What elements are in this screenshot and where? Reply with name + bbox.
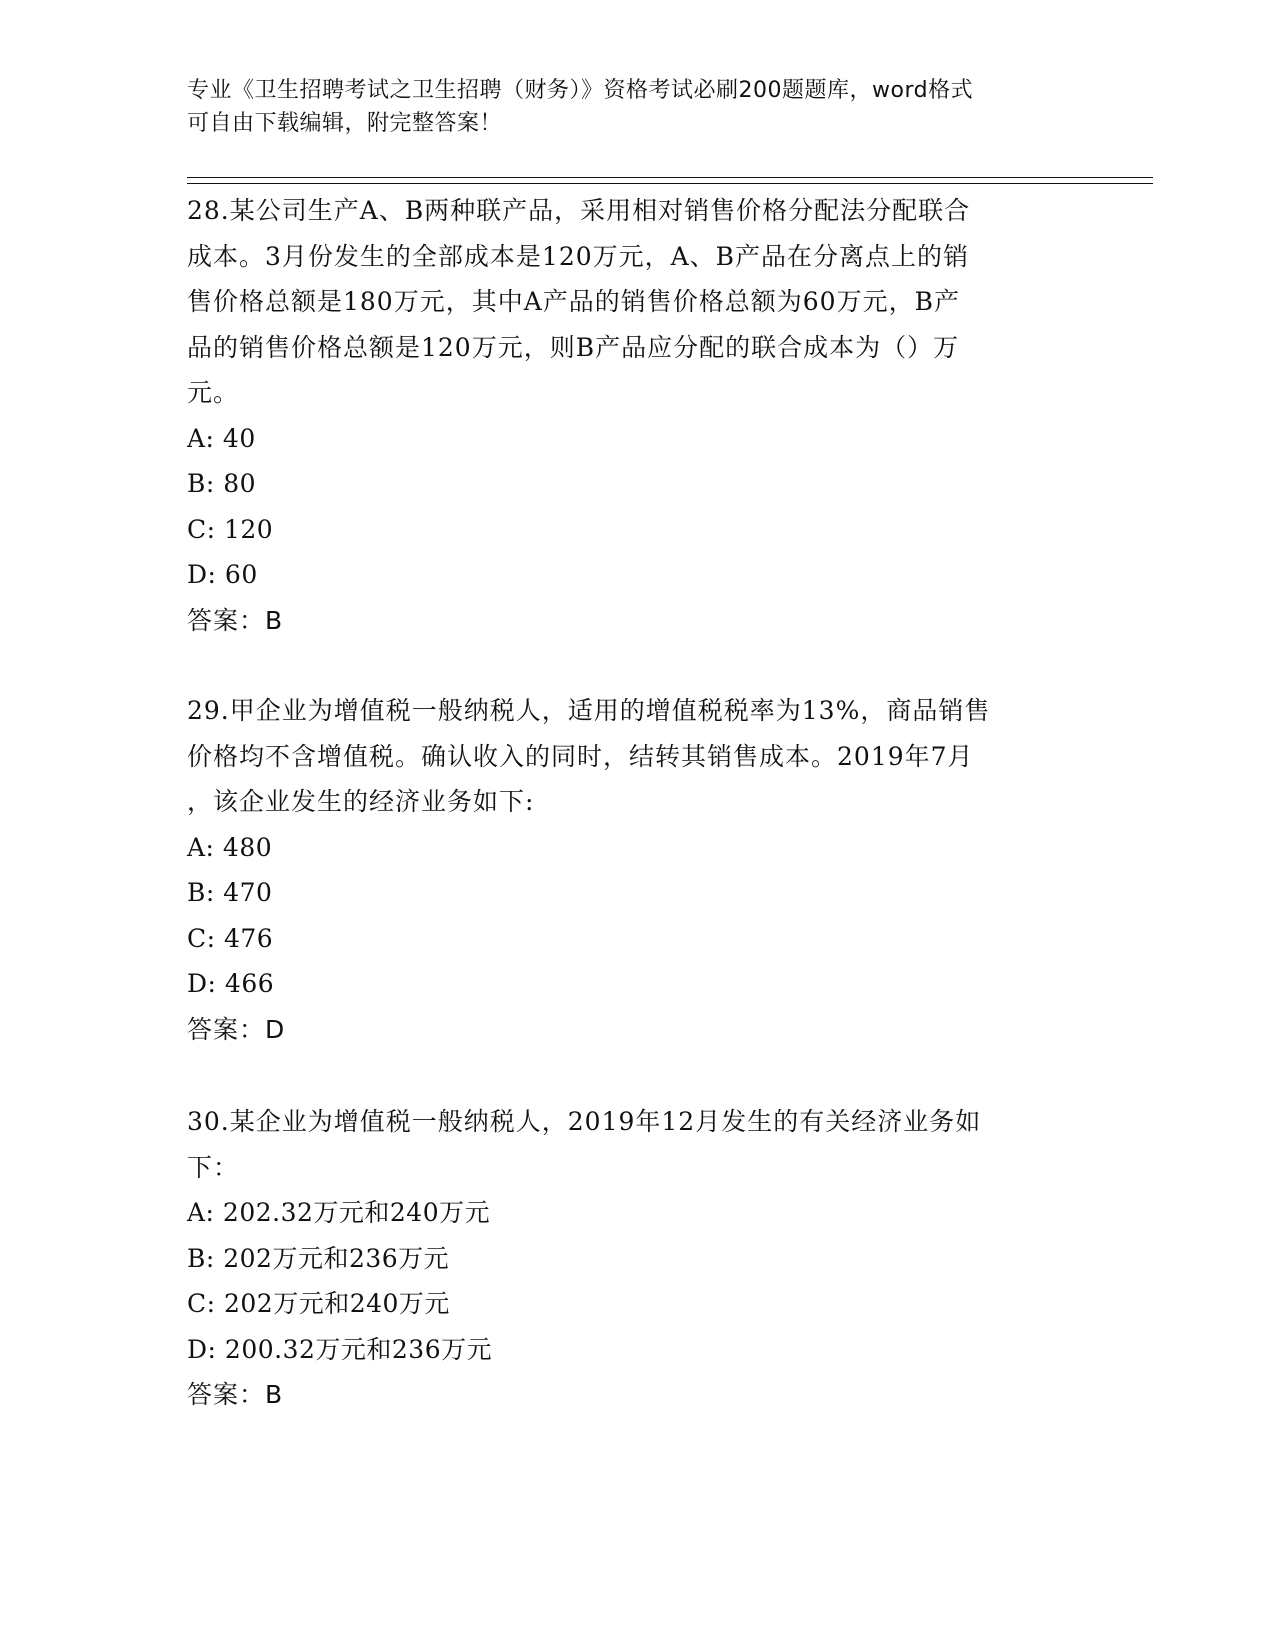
question-stem-line: 成本。3月份发生的全部成本是120万元，A、B产品在分离点上的销: [187, 241, 970, 271]
option-c: C: 476: [187, 923, 274, 953]
question-stem-line: 29.甲企业为增值税一般纳税人，适用的增值税税率为13%，商品销售: [187, 696, 991, 725]
option-a: A: 40: [187, 423, 256, 453]
question-stem-line: 售价格总额是180万元，其中A产品的销售价格总额为60万元，B产: [187, 287, 960, 316]
header-divider-top: [187, 177, 1153, 178]
option-b: B: 80: [187, 469, 257, 498]
question-stem-line: 品的销售价格总额是120万元，则B产品应分配的联合成本为（）万: [187, 332, 960, 362]
question-stem-line: ，该企业发生的经济业务如下:: [187, 787, 535, 816]
option-a: A: 202.32万元和240万元: [187, 1198, 491, 1227]
option-d: D: 200.32万元和236万元: [187, 1334, 493, 1364]
option-b: B: 202万元和236万元: [187, 1243, 450, 1273]
question-30: [187, 1099, 1067, 1418]
question-stem-line: 28.某公司生产A、B两种联产品，采用相对销售价格分配法分配联合: [187, 196, 971, 225]
question-29: [187, 688, 1067, 1052]
option-c: C: 120: [187, 514, 274, 544]
question-stem-line: 30.某企业为增值税一般纳税人，2019年12月发生的有关经济业务如: [187, 1107, 982, 1136]
option-d: D: 466: [187, 969, 275, 998]
header-line-2: 可自由下载编辑，附完整答案！: [187, 111, 503, 136]
question-stem-line: 下：: [187, 1152, 240, 1182]
header-divider-bottom: [187, 183, 1153, 184]
option-d: D: 60: [187, 560, 258, 589]
option-b: B: 470: [187, 878, 273, 907]
answer-line: 答案：B: [187, 1380, 284, 1409]
answer-line: 答案：B: [187, 605, 284, 635]
document-header: [187, 74, 1067, 140]
option-a: A: 480: [187, 832, 273, 862]
question-stem-line: 价格均不含增值税。确认收入的同时，结转其销售成本。2019年7月: [187, 741, 974, 771]
answer-line: 答案：D: [187, 1014, 286, 1044]
option-c: C: 202万元和240万元: [187, 1289, 450, 1318]
question-stem-line: 元。: [187, 378, 240, 407]
header-line-1: 专业《卫生招聘考试之卫生招聘（财务）》资格考试必刷200题题库，word格式: [187, 78, 974, 103]
question-28: [187, 188, 1067, 643]
